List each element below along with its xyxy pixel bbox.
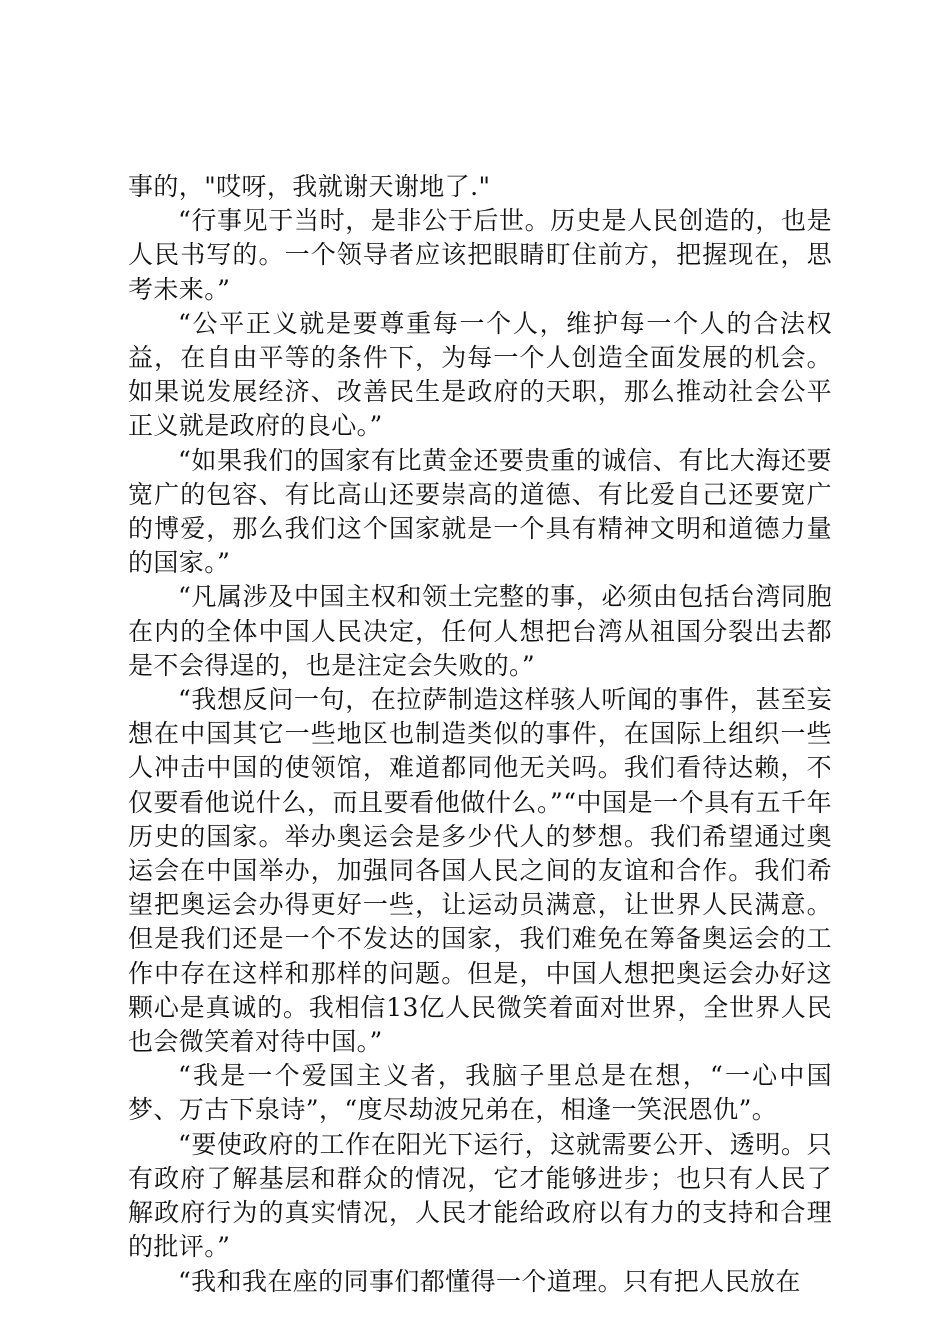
paragraph-8: “要使政府的工作在阳光下运行，这就需要公开、透明。只有政府了解基层和群众的情况，它才能够进步；也只有人民了解政府行为的真实情况，人民才能给政府以有力的支持和合理的批评。” (128, 1129, 832, 1262)
paragraph-3: “公平正义就是要尊重每一个人，维护每一个人的合法权益，在自由平等的条件下，为每一个人创造全面发展的机会。如果说发展经济、改善民生是政府的天职，那么推动社会公平正义就是政府的良心。” (128, 308, 832, 441)
paragraph-2: “行事见于当时，是非公于后世。历史是人民创造的，也是人民书写的。一个领导者应该把眼睛盯住前方，把握现在，思考未来。” (128, 206, 832, 304)
paragraph-9: “我和我在座的同事们都懂得一个道理。只有把人民放在 (178, 1266, 801, 1296)
paragraph-7: “我是一个爱国主义者，我脑子里总是在想，“一心中国梦、万古下泉诗”，“度尽劫波兄弟在，相逢一笑泯恩仇”。 (128, 1061, 832, 1125)
paragraph-4: “如果我们的国家有比黄金还要贵重的诚信、有比大海还要宽广的包容、有比高山还要崇高的道德、有比爱自己还要宽广的博爱，那么我们这个国家就是一个具有精神文明和道德力量的国家。” (128, 445, 832, 578)
paragraph-6: “我想反问一句，在拉萨制造这样骇人听闻的事件，甚至妄想在中国其它一些地区也制造类似的事件，在国际上组织一些人冲击中国的使领馆，难道都同他无关吗。我们看待达赖，不仅要看他说什么，而且要看他做什么。”“中国是一个具有五千年历史的国家。举办奥运会是多少代人的梦想。我们希望通过奥运会在中国举办，加强同各国人民之间的友谊和合作。我们希望把奥运会办得更好一些，让运动员满意，让世界人民满意。但是我们还是一个不发达的国家，我们难免在筹备奥运会的工作中存在这样和那样的问题。但是，中国人想把奥运会办好这颗心是真诚的。我相信13亿人民微笑着面对世界，全世界人民也会微笑着对待中国。” (128, 685, 832, 1057)
document-body (128, 170, 832, 1299)
paragraph-5: “凡属涉及中国主权和领土完整的事，必须由包括台湾同胞在内的全体中国人民决定，任何人想把台湾从祖国分裂出去都是不会得逞的，也是注定会失败的。” (128, 582, 832, 680)
paragraph-1: 事的，"哎呀，我就谢天谢地了." (128, 172, 491, 201)
